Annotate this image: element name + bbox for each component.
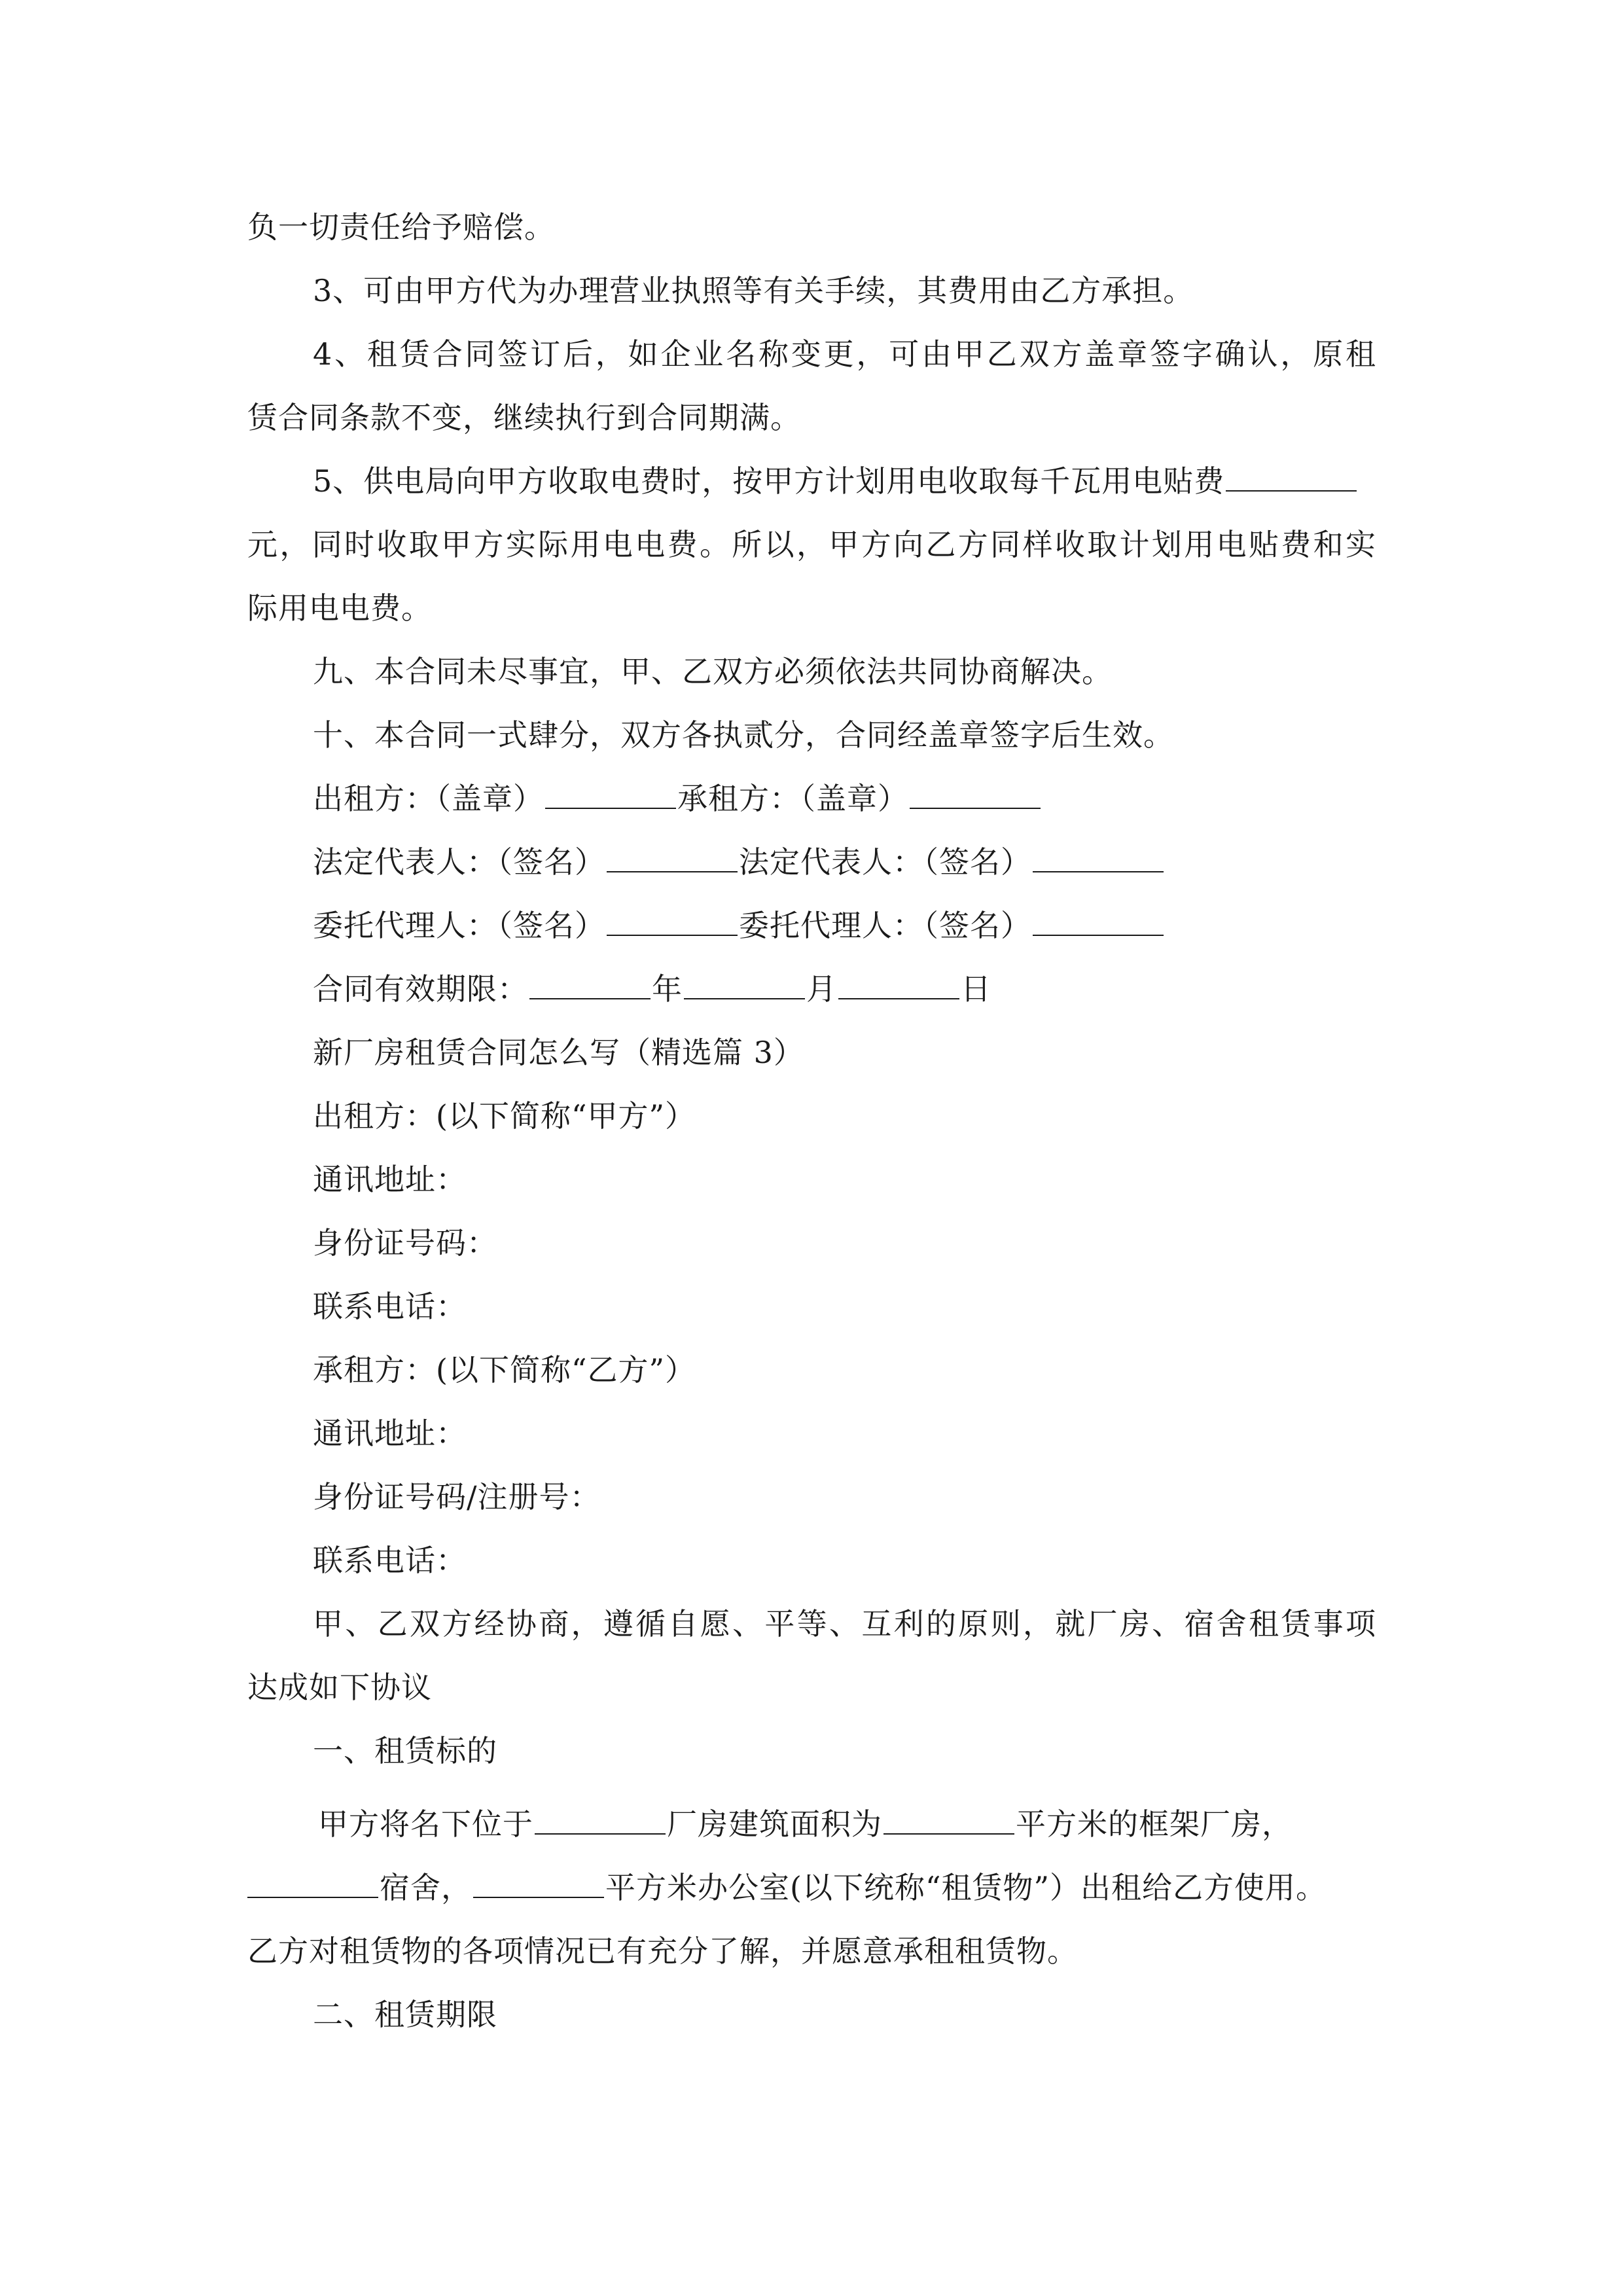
clause-heading: 一、租赁标的: [313, 1733, 497, 1768]
clause-text: 宿舍，: [380, 1870, 472, 1905]
section-heading: 新厂房租赁合同怎么写（精选篇 3）: [313, 1035, 804, 1070]
clause-text: 甲方将名下位于: [318, 1806, 533, 1842]
fill-blank: [607, 906, 738, 936]
clause-line: 4、租赁合同签订后，如企业名称变更，可由甲乙双方盖章签字确认，原租: [313, 336, 1376, 372]
clause-line: [313, 461, 1358, 501]
fill-blank: [883, 1804, 1014, 1835]
signature-row: [313, 906, 1165, 945]
fill-blank: [910, 779, 1041, 809]
text-line: 乙方对租赁物的各项情况已有充分了解，并愿意承租租赁物。: [247, 1933, 1078, 1969]
text-line: 赁合同条款不变，继续执行到合同期满。: [247, 400, 801, 435]
day-label: 日: [961, 971, 991, 1007]
clause-line: 九、本合同未尽事宜，甲、乙双方必须依法共同协商解决。: [313, 654, 1113, 689]
fill-blank: [1033, 842, 1164, 872]
clause-line: 十、本合同一式肆分，双方各执贰分，合同经盖章签字后生效。: [313, 717, 1174, 753]
party-line: 出租方：(以下简称“甲方”）: [313, 1098, 696, 1134]
paragraph-line: [318, 1804, 1293, 1844]
lessee-rep-label: 法定代表人：（签名）: [739, 844, 1031, 880]
text-line: 元，同时收取甲方实际用电电费。所以，甲方向乙方同样收取计划用电贴费和实: [247, 527, 1376, 562]
signature-row: [313, 842, 1165, 882]
field-label: 通讯地址：: [313, 1162, 467, 1197]
clause-heading: 二、租赁期限: [313, 1997, 497, 2032]
fill-blank: [545, 779, 676, 809]
fill-blank: [473, 1868, 604, 1898]
text-line: 负一切责任给予赔偿。: [247, 209, 555, 245]
field-label: 身份证号码/注册号：: [313, 1479, 601, 1515]
text-line: [246, 1868, 1327, 1907]
validity-label: 合同有效期限：: [313, 971, 528, 1007]
lessee-seal-label: 承租方：（盖章）: [677, 781, 908, 816]
field-label: 身份证号码：: [313, 1225, 497, 1261]
clause-text: 5、供电局向甲方收取电费时，按甲方计划用电收取每千瓦用电贴费: [313, 463, 1225, 499]
lessor-rep-label: 法定代表人：（签名）: [313, 844, 605, 880]
fill-blank: [1226, 461, 1357, 492]
clause-text: 平方米办公室(以下统称“租赁物”）出租给乙方使用。: [605, 1870, 1327, 1905]
text-line: 际用电电费。: [247, 590, 432, 626]
text-line: 达成如下协议: [247, 1670, 432, 1705]
clause-text: 平方米的框架厂房，: [1016, 1806, 1293, 1842]
signature-row: [313, 779, 1042, 818]
field-label: 通讯地址：: [313, 1416, 467, 1451]
clause-line: 3、可由甲方代为办理营业执照等有关手续，其费用由乙方承担。: [313, 273, 1194, 308]
field-label: 联系电话：: [313, 1289, 467, 1324]
lessor-agent-label: 委托代理人：（签名）: [313, 908, 605, 943]
party-line: 承租方：(以下简称“乙方”）: [313, 1352, 696, 1388]
paragraph-line: 甲、乙双方经协商，遵循自愿、平等、互利的原则，就厂房、宿舍租赁事项: [313, 1606, 1376, 1641]
fill-blank: [838, 969, 959, 999]
lessee-agent-label: 委托代理人：（签名）: [739, 908, 1031, 943]
fill-blank: [684, 969, 805, 999]
validity-row: [313, 969, 991, 1009]
fill-blank: [1033, 906, 1164, 936]
year-label: 年: [652, 971, 683, 1007]
lessor-seal-label: 出租方：（盖章）: [313, 781, 544, 816]
clause-text: 厂房建筑面积为: [667, 1806, 882, 1842]
fill-blank: [247, 1868, 378, 1898]
field-label: 联系电话：: [313, 1543, 467, 1578]
month-label: 月: [806, 971, 837, 1007]
fill-blank: [607, 842, 738, 872]
fill-blank: [529, 969, 651, 999]
fill-blank: [535, 1804, 666, 1835]
